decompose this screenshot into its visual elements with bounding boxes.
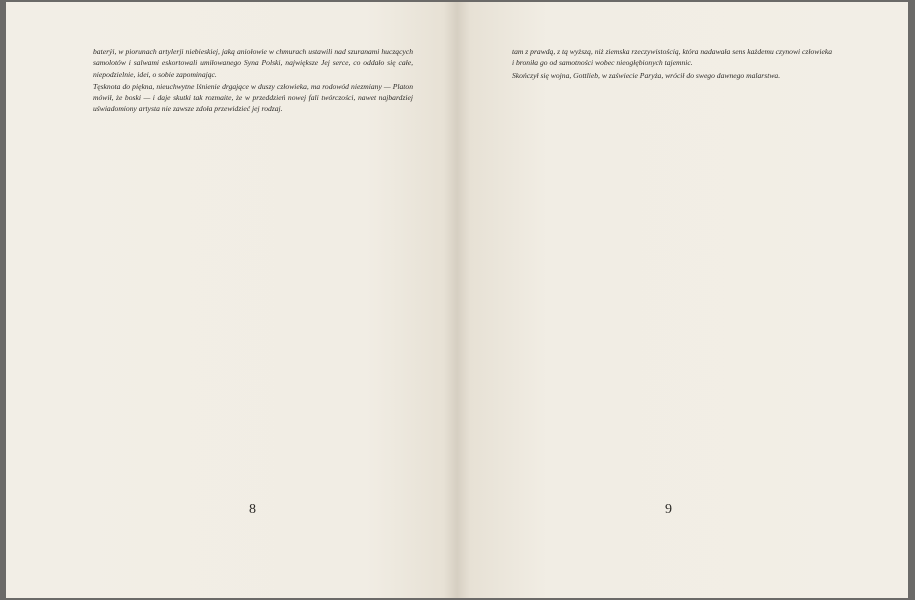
paragraph: baterýi, w piorunach artylerji niebieskiej, jaką aniołowie w chmurach ustawili nad szuranami huczących samolotów i salwami eskortowali umiłowanego Syna Polski, największe Jej serce, co oddało się całe, niepodzielnie, idei, o sobie zapominając. [93,47,413,79]
right-page [457,2,908,598]
left-page [6,2,457,598]
right-page-text [512,46,832,81]
left-page-text [93,46,413,115]
paragraph: Skończył się wojna, Gottlieb, w zaświecie Paryża, wrócił do swego dawnego malarstwa. [512,70,781,80]
book-spread [6,2,909,598]
page-number: 8 [249,502,256,517]
paragraph: tam z prawdą, z tą wyższą, niż ziemska rzeczywistością, która nadawała sens każdemu czynowi człowieka i broniła go od samotności wobec nieogłębionych tajemnic. [512,47,832,68]
page-number: 9 [665,502,672,517]
paragraph: Tęsknota do piękna, nieuchwytne lśnienie drgające w duszy człowieka, ma rodowód niezmiany — Platon mówił, że boski — i daje skutki tak rozmaite, że w przeddzień nowej fali twórczości, nawet najbardziej uświadomiony artysta nie zawsze zdoła przewidzieć jej rodzaj. [93,81,413,114]
